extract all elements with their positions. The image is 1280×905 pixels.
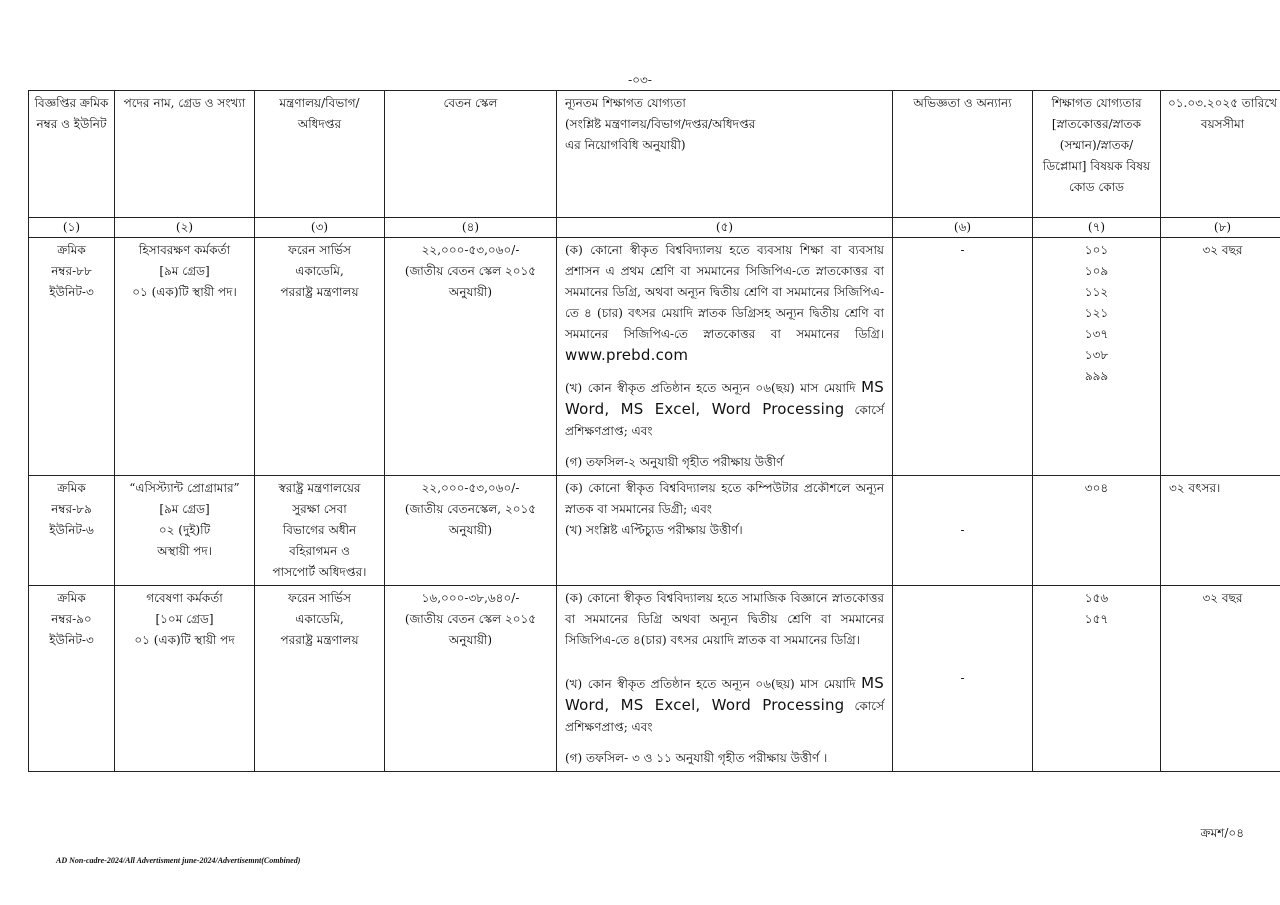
continued-label: ক্রমশ/০৪ [1200,826,1244,840]
post-grade: [৯ম গ্রেড] [159,502,210,516]
post-name: গবেষণা কর্মকর্তা [146,591,223,605]
experience-cell: - [893,586,1033,772]
header-ministry: মন্ত্রণালয়/বিভাগ/ অধিদপ্তর [255,91,385,218]
post-count: ০১ (এক)টি স্থায়ী পদ [134,633,235,647]
ministry-text: বহিরাগমন ও [289,544,350,558]
header-age-limit: ০১.০৩.২০২৫ তারিখে বয়সসীমা [1161,91,1280,218]
pay-text: অনুযায়ী) [448,633,493,647]
post-count: ০২ (দুই)টি [158,523,211,537]
qualification-kha-software: MS Word, MS Excel, Word Processing [565,674,884,714]
ministry-text: পাসপোর্ট অধিদপ্তর। [272,565,367,579]
ministry-cell [255,476,385,586]
subject-code: ১২১ [1084,306,1109,320]
qualification-kha-software: MS Word, MS Excel, Word Processing [565,378,884,418]
subject-code: ১৫৬ [1084,591,1109,605]
header-serial: বিজ্ঞপ্তির ক্রমিক নম্বর ও ইউনিট [29,91,115,218]
post-grade: [১০ম গ্রেড] [155,612,214,626]
page-number: -০৩- [628,73,652,87]
serial-text: নম্বর-৮৯ [51,502,92,516]
subject-code-cell [1033,238,1161,476]
pay-cell [385,238,557,476]
subject-code: ৯৯৯ [1084,369,1109,383]
age-cell: ৩২ বৎসর। [1161,476,1280,586]
header-qualification-line3: এর নিয়োগবিধি অনুযায়ী) [565,138,686,152]
header-qualification-line2: (সংশ্লিষ্ট মন্ত্রণালয়/বিভাগ/দপ্তর/অধিদপ্তর [565,117,756,131]
age-cell: ৩২ বছর [1161,586,1280,772]
qualification-ka: (ক) কোনো স্বীকৃত বিশ্ববিদ্যালয় হতে সামাজিক বিজ্ঞানে স্নাতকোত্তর বা সমমানের ডিগ্রি অথবা অন্যূন দ্বিতীয় শ্রেণি বা সমমানের সিজিপিএ-তে ৪(চার) বৎসর মেয়াদি স্নাতক বা সমমানের ডিগ্রি। [565,591,884,647]
post-count: ০১ (এক)টি স্থায়ী পদ। [132,285,237,299]
post-name: হিসাবরক্ষণ কর্মকর্তা [138,243,231,257]
qualification-cell [557,238,893,476]
header-qualification-line1: ন্যূনতম শিক্ষাগত যোগ্যতা [565,96,686,110]
serial-cell [29,238,115,476]
subject-code-cell [1033,586,1161,772]
post-cell [115,586,255,772]
experience-cell: - [893,476,1033,586]
pay-text: ২২,০০০-৫৩,০৬০/- [421,481,520,495]
serial-text: ইউনিট-৩ [49,633,94,647]
pay-text: অনুযায়ী) [448,523,493,537]
column-number: (৬) [893,218,1033,238]
serial-text: নম্বর-৮৮ [51,264,92,278]
table-row [29,586,1280,772]
ministry-text: বিভাগের অধীন [282,523,357,537]
ministry-text: পররাষ্ট্র মন্ত্রণালয় [280,285,359,299]
pay-cell [385,476,557,586]
post-name: “এসিস্ট্যান্ট প্রোগ্রামার” [129,481,240,495]
qualification-cell [557,476,893,586]
age-cell: ৩২ বছর [1161,238,1280,476]
table-row [29,476,1280,586]
ministry-text: একাডেমি, [295,612,344,626]
experience-cell: - [893,238,1033,476]
qualification-kha-end: কোর্সে প্রশিক্ষণপ্রাপ্ত; এবং [565,403,884,438]
subject-code: ১৩৮ [1084,348,1109,362]
pay-text: ১৬,০০০-৩৮,৬৪০/- [421,591,520,605]
column-number: (৪) [385,218,557,238]
ministry-cell [255,238,385,476]
ministry-text: পররাষ্ট্র মন্ত্রণালয় [280,633,359,647]
column-number: (৭) [1033,218,1161,238]
ministry-text: ফরেন সার্ভিস [288,243,351,257]
post-grade: [৯ম গ্রেড] [159,264,210,278]
pay-text: (জাতীয় বেতনস্কেল, ২০১৫ [404,502,537,516]
subject-code-cell [1033,476,1161,586]
qualification-ka: (ক) কোনো স্বীকৃত বিশ্ববিদ্যালয় হতে কম্পিউটার প্রকৌশলে অন্যূন স্নাতক বা সমমানের ডিগ্রী; এবং [565,481,884,516]
qualification-kha: (খ) কোন স্বীকৃত প্রতিষ্ঠান হতে অন্যূন ০৬(ছয়) মাস মেয়াদি [565,677,856,691]
subject-code: ১৩৭ [1084,327,1109,341]
recruitment-table [28,90,1280,772]
ministry-text: ফরেন সার্ভিস [288,591,351,605]
qualification-ka: (ক) কোনো স্বীকৃত বিশ্ববিদ্যালয় হতে ব্যবসায় শিক্ষা বা ব্যবসায় প্রশাসন এ প্রথম শ্রেণি বা সমমানের সিজিপিএ-তে স্নাতকোত্তর বা সমমানের ডিগ্রি, অথবা অন্যূন দ্বিতীয় শ্রেণি বা সমমানের সিজিপিএ-তে ৪ (চার) বৎসর মেয়াদি স্নাতক ডিগ্রিসহ অন্যূন দ্বিতীয় শ্রেণি বা সমমানের সিজিপিএ-তে স্নাতকোত্তর বা সমমানের ডিগ্রি। [565,243,884,341]
post-type: অস্থায়ী পদ। [157,544,212,558]
pay-text: অনুযায়ী) [448,285,493,299]
column-number-row [29,218,1280,238]
column-number: (২) [115,218,255,238]
qualification-kha: (খ) সংশ্লিষ্ট এপ্টিচ্যুড পরীক্ষায় উত্তীর্ণ। [565,523,743,537]
pay-cell [385,586,557,772]
serial-text: ইউনিট-৬ [49,523,94,537]
post-cell [115,476,255,586]
subject-code: ১১২ [1084,285,1109,299]
ministry-cell [255,586,385,772]
subject-code: ৩০৪ [1084,481,1109,495]
footer-file-path: AD Non-cadre-2024/All Advertisment june-2024/Advertisemnt(Combined) [56,856,301,865]
header-qualification [557,91,893,218]
pay-text: (জাতীয় বেতন স্কেল ২০১৫ [404,264,537,278]
qualification-ga: (গ) তফসিল-২ অনুযায়ী গৃহীত পরীক্ষায় উত্তীর্ণ [565,455,784,469]
ministry-text: স্বরাষ্ট্র মন্ত্রণালয়ের [278,481,361,495]
column-number: (১) [29,218,115,238]
watermark-url: www.prebd.com [565,346,689,364]
qualification-kha: (খ) কোন স্বীকৃত প্রতিষ্ঠান হতে অন্যূন ০৬(ছয়) মাস মেয়াদি [565,381,856,395]
serial-text: নম্বর-৯০ [51,612,92,626]
serial-text: ক্রমিক [57,243,86,257]
serial-cell [29,586,115,772]
table-row [29,238,1280,476]
serial-text: ক্রমিক [57,481,86,495]
qualification-ga: (গ) তফসিল- ৩ ও ১১ অনুযায়ী গৃহীত পরীক্ষায় উত্তীর্ণ । [565,751,828,765]
subject-code: ১০৯ [1084,264,1109,278]
column-number: (৩) [255,218,385,238]
serial-text: ক্রমিক [57,591,86,605]
qualification-kha-end: কোর্সে প্রশিক্ষণপ্রাপ্ত; এবং [565,699,884,734]
ministry-text: একাডেমি, [295,264,344,278]
header-pay-scale: বেতন স্কেল [385,91,557,218]
pay-text: ২২,০০০-৫৩,০৬০/- [421,243,520,257]
header-experience: অভিজ্ঞতা ও অন্যান্য [893,91,1033,218]
subject-code: ১০১ [1084,243,1109,257]
header-post: পদের নাম, গ্রেড ও সংখ্যা [115,91,255,218]
post-cell [115,238,255,476]
qualification-cell [557,586,893,772]
header-subject-code: শিক্ষাগত যোগ্যতার [স্নাতকোত্তর/স্নাতক (সম্মান)/স্নাতক/ ডিপ্লোমা] বিষয়ক বিষয় কোড কোড [1033,91,1161,218]
header-row [29,91,1280,218]
ministry-text: সুরক্ষা সেবা [292,502,347,516]
serial-text: ইউনিট-৩ [49,285,94,299]
pay-text: (জাতীয় বেতন স্কেল ২০১৫ [404,612,537,626]
column-number: (৫) [557,218,893,238]
subject-code: ১৫৭ [1084,612,1109,626]
serial-cell [29,476,115,586]
column-number: (৮) [1161,218,1280,238]
